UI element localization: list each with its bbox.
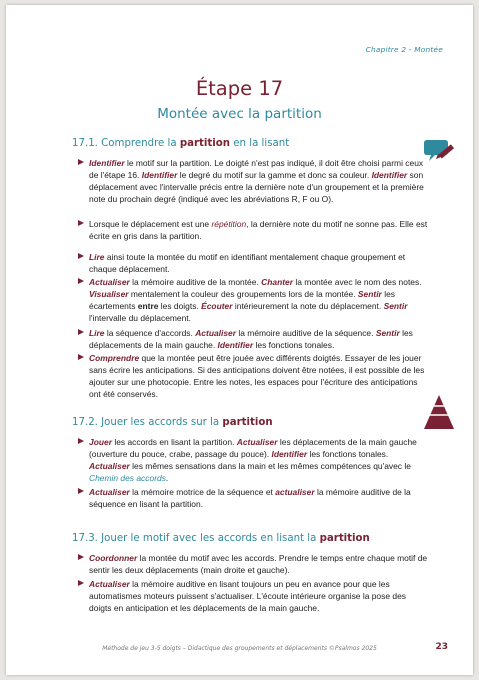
document-page (6, 5, 473, 675)
list-item (89, 327, 429, 351)
text-run: son déplacement avec l'intervalle précis entre la dernière note d'un groupement et la première note du prochain degré (indiqué avec les abréviations R, F ou O). (89, 170, 424, 204)
list-item (89, 157, 429, 205)
text-run: les déplacements de la main gauche (ouverture du pouce, crabe, passage du pouce). (89, 437, 417, 459)
reference-link[interactable]: Chemin des accords (89, 473, 166, 483)
section-keyword: partition (179, 138, 231, 149)
text-run: la montée avec le nom des notes. (293, 277, 422, 287)
text-run: la séquence d'accords. (104, 328, 196, 338)
page-title: Étape 17 (195, 77, 284, 100)
list-item (89, 552, 429, 576)
text-run: les fonctions tonales. (253, 340, 335, 350)
text-run: la mémoire auditive de la séquence. (236, 328, 376, 338)
action-verb: Jouer (89, 437, 112, 447)
section-text: Comprendre la (101, 138, 177, 149)
action-verb: Lire (89, 252, 105, 262)
list-item (89, 486, 429, 510)
bold-term: entre (137, 301, 159, 311)
section-text: en la lisant (233, 138, 290, 149)
text-run: le degré du motif sur la gamme et donc sa couleur. (177, 170, 372, 180)
text-run: que la montée peut être jouée avec différents doigtés. Essayer de les jouer sans écrire les anticipations. Si des anticipations doivent être notées, il est possible de les ajouter sur une photocopie. Entre les notes, les espaces pour l'écriture des anticipations ont été conservés. (89, 353, 425, 399)
page-footer: Méthode de jeu 3-5 doigts – Didactique des groupements et déplacements ©Psalmos 2025 (102, 645, 377, 652)
text-run: la mémoire motrice de la séquence et (129, 487, 276, 497)
action-verb: Identifier (217, 340, 254, 350)
section-text: Jouer les accords sur la (101, 417, 220, 428)
text-run: les doigts. (158, 301, 202, 311)
text-run: les écartements (89, 289, 395, 311)
section-number: 17.2. (72, 417, 98, 428)
section-keyword: partition (222, 417, 273, 428)
text-run: les fonctions tonales. (307, 449, 389, 459)
bullet-icon (78, 220, 84, 226)
action-verb: Actualiser (89, 277, 130, 287)
section-heading-17-1 (72, 138, 432, 149)
text-run: la montée du motif avec les accords. Prendre le temps entre chaque motif de sentir les deux déplacements (main droite et gauche). (89, 553, 428, 575)
action-verb: Actualiser (89, 487, 130, 497)
bullet-icon (78, 329, 84, 335)
bullet-icon (78, 278, 84, 284)
list-item (89, 218, 429, 242)
action-verb: Identifier (89, 158, 125, 168)
list-item (89, 578, 429, 614)
text-run: l'intervalle du déplacement. (89, 313, 191, 323)
action-verb: Chanter (261, 277, 294, 287)
action-verb: Actualiser (89, 579, 130, 589)
text-run: la mémoire auditive de la montée. (129, 277, 262, 287)
bullet-icon (78, 159, 84, 165)
text-run: les déplacements de la main gauche. (89, 328, 413, 350)
bullet-icon (78, 354, 84, 360)
section-keyword: partition (319, 533, 370, 544)
action-verb: Identifier (271, 449, 308, 459)
action-verb: Visualiser (89, 289, 129, 299)
list-item (89, 276, 429, 324)
action-verb: Coordonner (89, 553, 138, 563)
list-item (89, 436, 429, 484)
text-run: , la dernière note du motif ne sonne pas. Elle est écrite en gris dans la partition. (89, 219, 428, 241)
action-verb: Écouter (201, 301, 233, 311)
text-run: le motif sur la partition. Le doigté n'est pas indiqué, il doit être choisi parmi ceux de l'étape 16. (89, 158, 424, 180)
text-run: Lorsque le déplacement est une (89, 219, 212, 229)
text-run: les accords en lisant la partition. (111, 437, 237, 447)
action-verb: Sentir (357, 289, 382, 299)
emphasis-term: répétition (211, 219, 247, 229)
pyramid-icon (424, 395, 454, 435)
list-item (89, 352, 429, 400)
section-number: 17.1. (72, 138, 98, 149)
text-run: mentalement la couleur des groupements lors de la montée. (128, 289, 358, 299)
action-verb: Sentir (383, 301, 408, 311)
action-verb: Identifier (141, 170, 178, 180)
list-item (89, 251, 429, 275)
bullet-icon (78, 438, 84, 444)
action-verb: Identifier (371, 170, 408, 180)
action-verb: Actualiser (236, 437, 278, 447)
bullet-icon (78, 488, 84, 494)
page-number: 23 (435, 642, 448, 652)
text-run: la mémoire auditive de la séquence en lisant la partition. (89, 487, 411, 509)
action-verb: Actualiser (89, 461, 130, 471)
action-verb: actualiser (275, 487, 315, 497)
page-subtitle: Montée avec la partition (157, 106, 322, 122)
running-head: Chapitre 2 - Montée (365, 45, 443, 54)
action-verb: Lire (89, 328, 105, 338)
text-run: intérieurement la note du déplacement. (232, 301, 384, 311)
section-text: Jouer le motif avec les accords en lisant la (101, 533, 317, 544)
text-run: la mémoire auditive en lisant toujours un peu en avance pour que les automatismes moteurs puissent s'actualiser. L'écoute intérieure organise la pose des doigts en anticipation et les déplacements de la main gauche. (89, 579, 406, 613)
bullet-icon (78, 554, 84, 560)
action-verb: Comprendre (89, 353, 140, 363)
section-heading-17-3 (72, 533, 432, 544)
action-verb: Sentir (375, 328, 400, 338)
bullet-icon (78, 580, 84, 586)
bullet-icon (78, 253, 84, 259)
text-run: les mêmes sensations dans la main et les mêmes compétences qu'avec le (129, 461, 411, 471)
text-run: . (165, 473, 169, 483)
section-number: 17.3. (72, 533, 98, 544)
action-verb: Actualiser (195, 328, 237, 338)
text-run: ainsi toute la montée du motif en identifiant mentalement chaque groupement et chaque déplacement. (89, 252, 406, 274)
section-heading-17-2 (72, 417, 432, 428)
